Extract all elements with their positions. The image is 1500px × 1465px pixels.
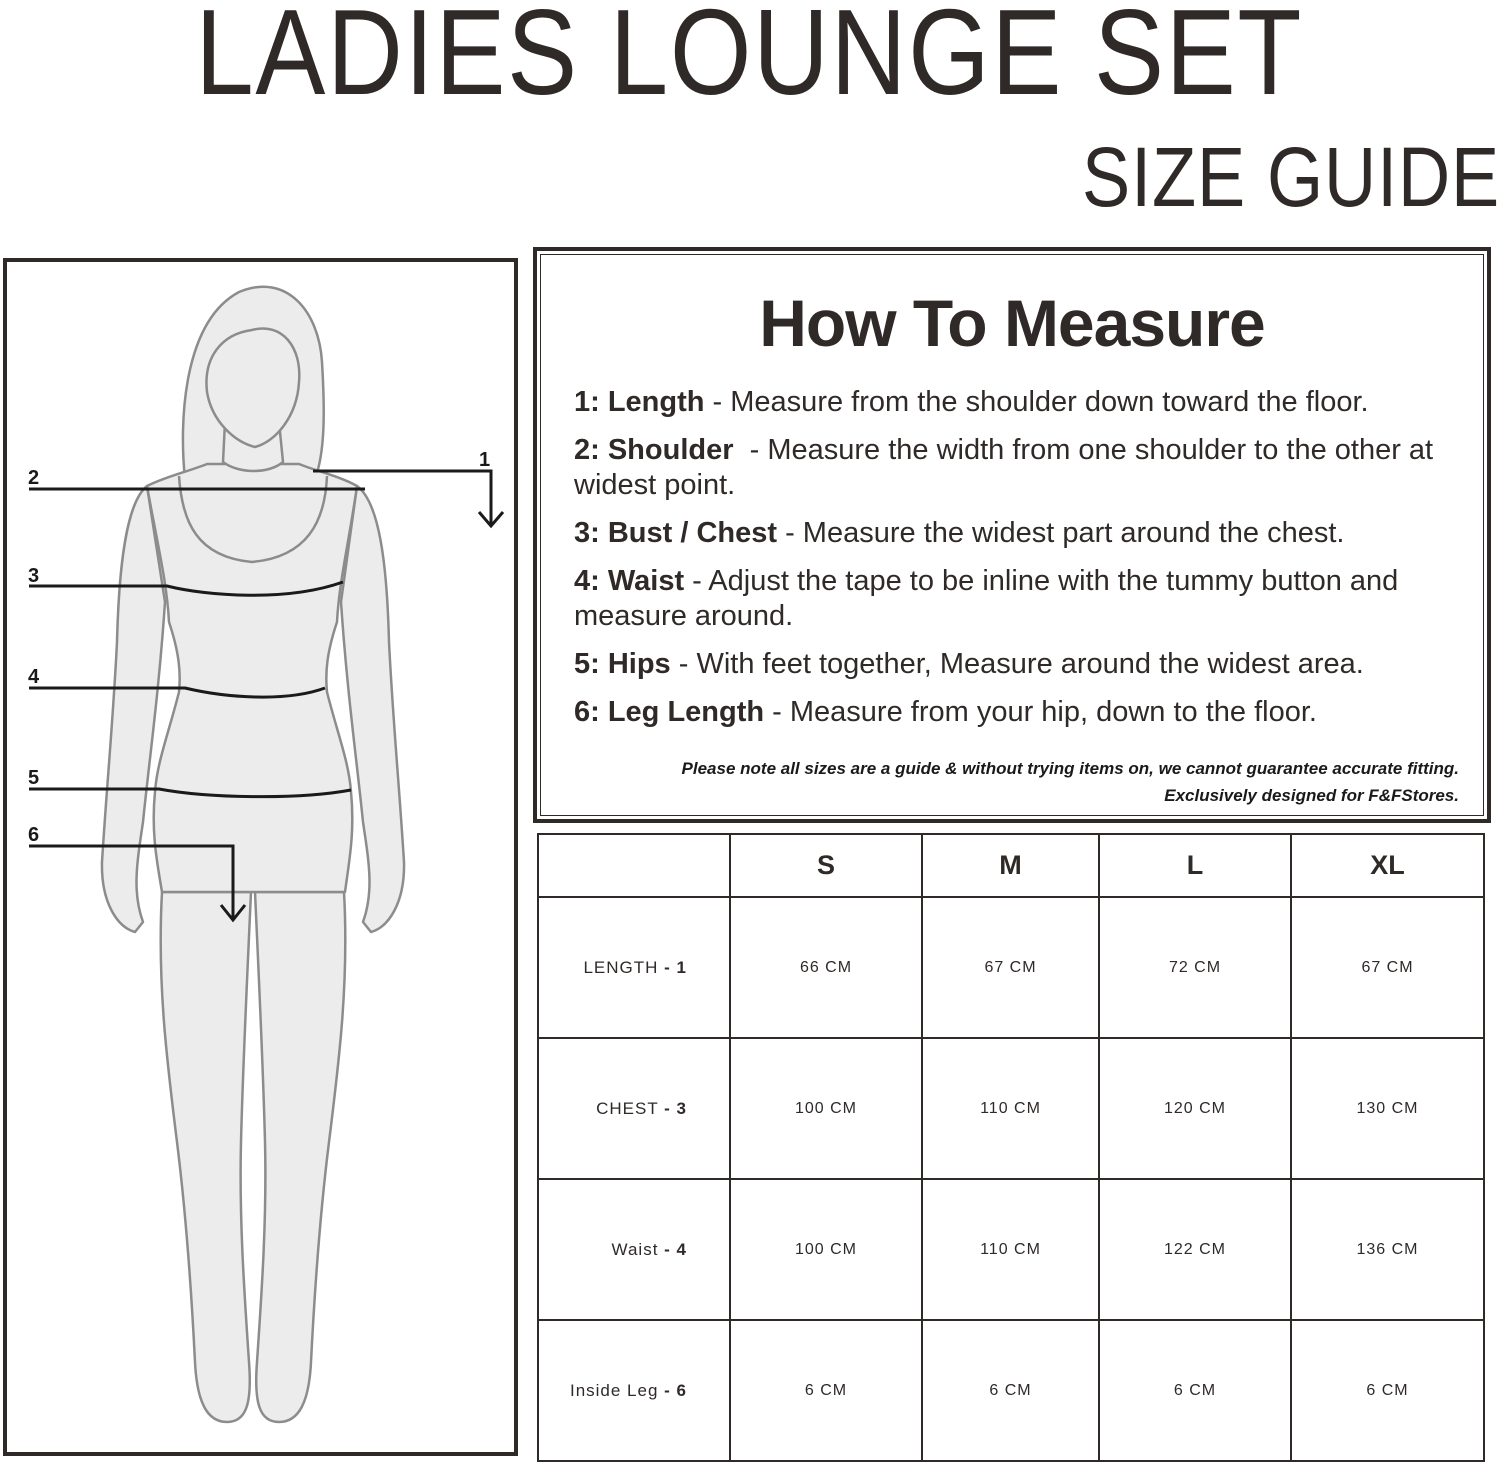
table-row [538,1179,1484,1320]
row-label-length [538,897,730,1038]
measure-item-text: - Measure from the shoulder down toward the floor. [704,386,1369,418]
measure-item-waist [574,564,1454,634]
page-title: LADIES LOUNGE SET [195,0,1304,120]
table-header-row [538,834,1484,897]
figure-right-arm [341,486,404,932]
marker-3: 3 [28,565,40,587]
table-cell: 130 CM [1291,1038,1484,1179]
page-subtitle: SIZE GUIDE [1081,130,1500,224]
table-cell: 136 CM [1291,1179,1484,1320]
measure-item-hips [574,647,1454,682]
measure-item-length [574,385,1454,420]
row-label-waist [538,1179,730,1320]
table-row [538,897,1484,1038]
table-cell: 66 CM [730,897,922,1038]
disclaimer-line: Please note all sizes are a guide & without trying items on, we cannot guarantee accurate fitting. [681,759,1459,778]
table-corner-cell [538,834,730,897]
measure-item-label: 5: Hips [574,648,671,680]
row-label-text: LENGTH [583,957,659,977]
measure-item-text: - Measure from your hip, down to the floor. [764,696,1317,728]
measure-item-label: 2: Shoulder [574,434,734,466]
figure-left-arm [102,486,165,932]
measure-item-label: 3: Bust / Chest [574,517,778,549]
table-cell: 6 CM [730,1320,922,1461]
row-label-text: Waist [611,1239,659,1259]
how-to-measure-inner-border [540,254,1484,816]
measure-item-text: - Measure the widest part around the chest. [777,517,1345,549]
measure-item-shoulder [574,433,1454,503]
measure-item-label: 6: Leg Length [574,696,765,728]
body-figure-panel [3,258,518,1456]
table-cell: 6 CM [922,1320,1099,1461]
row-label-chest [538,1038,730,1179]
measure-item-leg-length [574,695,1454,730]
body-figure-illustration [7,262,522,1460]
row-label-number: - 4 [664,1239,687,1259]
size-header-m: M [922,834,1099,897]
row-label-text: Inside Leg [569,1380,659,1400]
size-header-l: L [1099,834,1291,897]
marker-6: 6 [28,824,40,846]
row-label-text: CHEST [596,1098,659,1118]
marker-1: 1 [479,449,491,471]
marker-4: 4 [28,666,40,688]
table-cell: 6 CM [1099,1320,1291,1461]
figure-left-leg [161,892,251,1422]
table-cell: 67 CM [1291,897,1484,1038]
figure-right-leg [255,892,345,1422]
designer-credit: Exclusively designed for F&FStores. [1164,786,1459,805]
row-label-inside-leg [538,1320,730,1461]
how-to-measure-panel [533,247,1491,823]
measure-item-text: - Adjust the tape to be inline with the tummy button and measure around. [574,565,1399,632]
measure-item-label: 4: Waist [574,565,685,597]
table-cell: 100 CM [730,1038,922,1179]
figure-torso [147,464,357,892]
table-cell: 67 CM [922,897,1099,1038]
fitting-disclaimer [682,755,1459,809]
row-label-number: - 1 [664,957,687,977]
table-cell: 72 CM [1099,897,1291,1038]
measure-item-label: 1: Length [574,386,705,418]
table-cell: 122 CM [1099,1179,1291,1320]
how-to-measure-heading: How To Measure [759,286,1265,360]
size-header-xl: XL [1291,834,1484,897]
row-label-number: - 6 [664,1380,687,1400]
measure-item-bust [574,516,1454,551]
table-cell: 6 CM [1291,1320,1484,1461]
size-chart-table [537,833,1485,1462]
marker-5: 5 [28,767,40,789]
measure-item-text: - Measure the width from one shoulder to the other at widest point. [574,434,1442,501]
measure-item-text: - With feet together, Measure around the widest area. [670,648,1364,680]
measure-instructions [574,385,1454,743]
table-cell: 110 CM [922,1038,1099,1179]
table-row [538,1320,1484,1461]
row-label-number: - 3 [664,1098,687,1118]
table-cell: 110 CM [922,1179,1099,1320]
table-cell: 100 CM [730,1179,922,1320]
table-row [538,1038,1484,1179]
marker-2: 2 [28,467,40,489]
table-cell: 120 CM [1099,1038,1291,1179]
size-header-s: S [730,834,922,897]
